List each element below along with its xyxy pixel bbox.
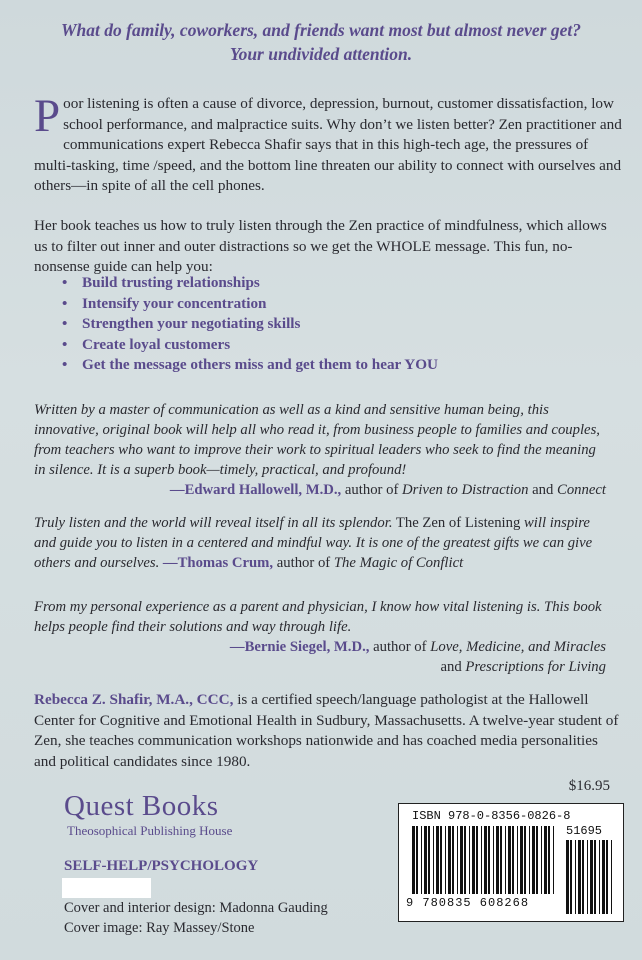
book-title: The Magic of Conflict xyxy=(333,555,464,571)
barcode-bar xyxy=(448,826,451,894)
barcode-bar xyxy=(508,826,511,894)
barcode-bar xyxy=(472,826,475,894)
price: $16.95 xyxy=(568,778,610,794)
barcode-bar xyxy=(493,826,494,894)
barcode-bar xyxy=(481,826,482,894)
bullet-icon: • xyxy=(62,274,68,291)
book-title: Prescriptions for Living xyxy=(465,659,606,675)
list-item: • Build trusting relationships xyxy=(62,273,602,294)
barcode-bar xyxy=(566,840,569,914)
list-item: • Intensify your concentration xyxy=(62,294,602,315)
barcode-bar xyxy=(517,826,518,894)
barcode-bar xyxy=(445,826,446,894)
quote-text: Written by a master of communication as well as a kind and sensitive human being, this innovative, original book will help all who read it, from business people to families and couples, from teachers who want to improve their work to spiritual leaders who seek to find the meaning in silence. It is a superb book—timely, practical, and profound! xyxy=(34,402,600,478)
barcode-bar xyxy=(575,840,576,914)
barcode-bar xyxy=(602,840,605,914)
headline-line1: What do family, coworkers, and friends want most but almost never get? xyxy=(60,20,581,40)
barcode-bar xyxy=(541,826,542,894)
barcode-bar xyxy=(536,826,538,894)
barcode-bar xyxy=(529,826,530,894)
author-bio: Rebecca Z. Shafir, M.A., CCC, is a certified speech/language pathologist at the Hallowell Center for Cognitive and Emotional Health in Sudbury, Massachusetts. A twelve-year student of Zen, she teaches communication workshops nationwide and has coached media personalities and political candidates since 1980. xyxy=(34,691,619,770)
ean-digits: 9 780835 608268 xyxy=(406,896,530,910)
barcode-bar xyxy=(428,826,430,894)
barcode-bar xyxy=(460,826,463,894)
barcode-bar xyxy=(520,826,523,894)
endorsement-crum: Truly listen and the world will reveal itself in all its splendor. The Zen of Listening will inspire and guide you to listen in a centered and mindful way. It is one of the greatest gifts we can give others and ourselves. —Thomas Crum, author of The Magic of Conflict xyxy=(34,515,593,571)
quote-attribution: —Bernie Siegel, M.D., author of Love, Medicine, and Miracles xyxy=(229,639,606,655)
book-title: Love, Medicine, and Miracles xyxy=(430,639,606,655)
barcode-bar xyxy=(457,826,458,894)
barcode-bar xyxy=(524,826,526,894)
category-label: SELF-HELP/PSYCHOLOGY xyxy=(64,858,259,874)
design-credit: Cover and interior design: Madonna Gauding xyxy=(64,900,328,916)
barcode-bar xyxy=(412,826,415,894)
bullet-icon: • xyxy=(62,335,68,353)
barcode-bar xyxy=(578,840,581,914)
barcode-bar xyxy=(553,826,554,894)
quote-text: From my personal experience as a parent and physician, I know how vital listening is. This book helps people find their solutions and way through life. xyxy=(34,599,602,635)
barcode-bar xyxy=(599,840,600,914)
barcode-bar xyxy=(440,826,442,894)
barcode-bar xyxy=(512,826,514,894)
teaches-paragraph: Her book teaches us how to truly listen through the Zen practice of mindfulness, which allows us to filter out inner and outer distractions so we get the WHOLE message. This fun, no-nonsense guide can help you: xyxy=(34,217,607,275)
barcode-bar xyxy=(590,840,593,914)
barcode-bar xyxy=(582,840,584,914)
list-item: • Create loyal customers xyxy=(62,335,602,356)
barcode-bar xyxy=(416,826,418,894)
barcode-bar xyxy=(606,840,608,914)
barcode-bar xyxy=(611,840,612,914)
isbn-label: ISBN 978-0-8356-0826-8 xyxy=(412,809,571,823)
headline-line2: Your undivided attention. xyxy=(229,44,413,64)
barcode-bar xyxy=(544,826,547,894)
bullet-icon: • xyxy=(62,356,68,373)
publisher-subtitle: Theosophical Publishing House xyxy=(67,823,233,838)
price-code: 51695 xyxy=(566,824,603,838)
image-credit: Cover image: Ray Massey/Stone xyxy=(64,920,255,936)
barcode-bar xyxy=(421,826,422,894)
addon-barcode xyxy=(566,840,612,914)
barcode-bar xyxy=(587,840,588,914)
barcode-bar xyxy=(433,826,434,894)
barcode-bar xyxy=(570,840,572,914)
barcode-bar xyxy=(532,826,535,894)
quote-attribution: —Edward Hallowell, M.D., author of Driven to Distraction and Connect xyxy=(169,482,606,498)
barcode-bar xyxy=(496,826,499,894)
publisher-logo: Quest Books xyxy=(64,790,219,822)
book-title: Driven to Distraction xyxy=(402,482,529,498)
barcode-bar xyxy=(436,826,439,894)
barcode-bar xyxy=(464,826,466,894)
dropcap: P xyxy=(34,90,61,142)
endorser-name: —Thomas Crum, xyxy=(159,555,274,571)
endorser-name: —Bernie Siegel, M.D., xyxy=(229,639,370,655)
barcode-bar xyxy=(452,826,454,894)
list-item: • Strengthen your negotiating skills xyxy=(62,314,602,335)
barcode-bar xyxy=(424,826,427,894)
book-title: The Zen of Listening xyxy=(392,515,524,531)
barcode-bar xyxy=(484,826,487,894)
list-item: • Get the message others miss and get them to hear YOU xyxy=(62,355,602,376)
barcode-bar xyxy=(548,826,550,894)
barcode-bar xyxy=(476,826,478,894)
quote-attribution-line2: and Prescriptions for Living xyxy=(440,659,606,675)
barcode-bar xyxy=(594,840,596,914)
intro-text: oor listening is often a cause of divorce, depression, burnout, customer dissatisfaction, low school performance, and malpractice suits. Why don’t we listen better? Zen practitioner and communications expert Rebecca Shafir says that in this high-tech age, the pressures of multi-tasking, time /speed, and the bottom line threaten our ability to connect with ourselves and others—in spite of all the cell phones. xyxy=(34,95,622,194)
barcode-bar xyxy=(469,826,470,894)
barcode-bar xyxy=(505,826,506,894)
barcode-bar xyxy=(500,826,502,894)
bullet-icon: • xyxy=(62,294,68,312)
book-title: Connect xyxy=(557,482,606,498)
author-name: Rebecca Z. Shafir, M.A., CCC, xyxy=(34,691,234,708)
barcode-bar xyxy=(488,826,490,894)
ean-barcode xyxy=(412,826,554,894)
endorser-name: —Edward Hallowell, M.D., xyxy=(169,482,342,498)
bullet-icon: • xyxy=(62,315,68,332)
